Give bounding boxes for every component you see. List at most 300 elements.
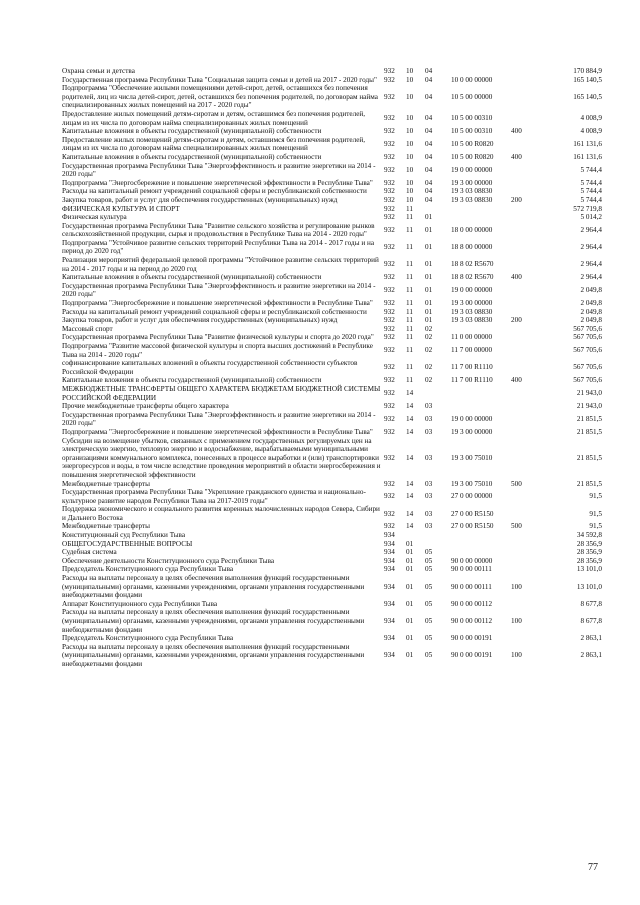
table-row [62,437,602,480]
section-code: 11 [406,299,413,308]
ministry-code: 934 [384,582,395,591]
row-description: Конституционный суд Республики Тыва [62,531,186,540]
ministry-code: 932 [384,376,395,385]
amount: 165 140,5 [573,75,602,84]
row-description: Предоставление жилых помещений детям-сиротам и детям, оставшимся без попечения родителей, лицам из их числа по договорам найма специализированных жилых помещений [62,135,366,153]
subsection-code: 03 [425,522,433,531]
section-code: 11 [406,346,413,355]
table-row [62,557,602,566]
section-code: 11 [406,213,413,222]
subsection-code: 01 [425,260,433,269]
amount: 21 851,5 [576,427,602,436]
section-code: 11 [406,260,413,269]
subsection-code: 05 [425,634,433,643]
table-row [62,411,602,428]
table-row [62,359,602,376]
amount: 28 356,9 [576,539,602,548]
amount: 567 705,6 [573,324,602,333]
section-code: 11 [406,363,413,372]
row-description: Судебная система [62,548,117,557]
row-description: Государственная программа Республики Тыва "Энергоэффективность и развитие энергетики на 2014 - 2020 годы" [62,281,376,299]
ministry-code: 932 [384,165,395,174]
amount: 21 943,0 [576,389,602,398]
row-description: Предоставление жилых помещений детям-сиротам и детям, оставшимся без попечения родителей, лицам из их числа по договорам найма специализированных жилых помещений [62,109,366,127]
table-row [62,179,602,188]
section-code: 11 [406,316,413,325]
subsection-code: 03 [425,415,433,424]
table-row [62,540,602,549]
expense-type-code [511,540,541,549]
section-code: 01 [406,617,414,625]
subsection-code: 04 [425,165,433,174]
amount: 91,5 [589,509,602,518]
expense-type-code [511,325,541,334]
table-row [62,402,602,411]
section-code: 10 [406,178,414,187]
subsection-code [425,385,451,402]
row-description: Председатель Конституционного суда Республики Тыва [62,634,234,643]
ministry-code: 934 [384,548,395,557]
row-description: Государственная программа Республики Тыва "Укрепление гражданского единства и национально-культурное развитие народов Республики Тыва на 2017-2019 годы" [62,488,366,505]
amount: 161 131,6 [573,152,602,161]
subsection-code [425,205,451,214]
amount: 2 964,4 [580,273,602,282]
section-code: 01 [406,651,414,660]
section-code: 14 [406,389,414,398]
ministry-code: 932 [384,307,395,316]
row-description: Подпрограмма "Обеспечение жилыми помещениями детей-сирот, детей, оставшихся без попечения родителей, лиц из числа детей-сирот, детей, оставшихся без попечения родителей, по договорам найма специализированных жилых помещений на 2017 - 2020 годы" [62,84,378,110]
expense-type-code [511,282,541,299]
section-code: 10 [406,114,414,123]
ministry-code: 932 [384,187,395,196]
expense-type-code [511,213,541,222]
row-description: Аппарат Конституционного суда Республики Тыва [62,599,218,608]
row-description: Государственная программа Республики Тыва "Развитие сельского хозяйства и регулирование рынков сельскохозяйственной продукции, сырья и продовольствия в Республике Тыва на 2014 - 2020 годы" [62,221,375,239]
row-description: Капитальные вложения в объекты государственной (муниципальной) собственности [62,127,322,136]
subsection-code: 05 [425,651,433,660]
expense-type-code [511,428,541,437]
section-code: 10 [406,187,414,196]
expense-type-code [511,505,541,522]
amount: 2 964,4 [580,225,602,234]
expense-type-code [511,385,541,402]
row-description: Расходы на выплаты персоналу в целях обеспечения выполнения функций государственными (муниципальными) органами, казенными учреждениями, органами управления государственными внебюджетными фондами [62,642,365,668]
section-code: 11 [406,273,413,282]
expense-type-code: 400 [511,273,522,282]
section-code: 14 [406,402,414,411]
section-code: 01 [406,556,414,565]
amount: 567 705,6 [573,346,602,355]
target-article-code: 19 3 00 00000 [451,299,493,308]
row-description: Государственная программа Республики Тыва "Энергоэффективность и развитие энергетики на 2014 - 2020 годы" [62,161,376,179]
section-code: 14 [406,509,414,518]
expense-type-code [511,187,541,196]
section-code: 11 [406,307,413,316]
amount: 5 744,4 [580,195,602,204]
row-description: софинансирование капитальных вложений в объекты государственной собственности субъектов Российской Федерации [62,359,358,376]
target-article-code: 90 0 00 00111 [451,582,492,591]
target-article-code: 19 3 00 00000 [451,427,493,436]
target-article-code: 10 5 00 R0820 [451,140,494,149]
target-article-code: 18 8 00 00000 [451,243,493,252]
row-description: Капитальные вложения в объекты государственной (муниципальной) собственности [62,273,322,282]
subsection-code: 04 [425,152,433,161]
target-article-code: 90 0 00 00191 [451,634,493,643]
row-description: Подпрограмма "Энергосбережение и повышение энергетической эффективности в Республике Тыва" [62,427,373,436]
subsection-code: 01 [425,243,433,252]
row-description: Межбюджетные трансферты [62,522,150,531]
target-article-code: 90 0 00 00000 [451,556,493,565]
target-article-code: 11 0 00 00000 [451,333,493,342]
target-article-code: 11 7 00 00000 [451,346,493,355]
table-row [62,239,602,256]
subsection-code: 04 [425,75,433,84]
target-article-code: 10 5 00 00000 [451,92,493,101]
amount: 572 719,8 [573,204,602,213]
amount: 5 744,4 [580,165,602,174]
ministry-code: 932 [384,225,395,234]
budget-table [62,67,602,669]
subsection-code: 03 [425,479,433,488]
row-description: Субсидии на возмещение убытков, связанных с применением государственных регулируемых цен на электрическую энергию, тепловую энергию и водоснабжение, вырабатываемыми муниципальными организациями коммунального комплекса, понесенных в процессе выработки и (или) транспортировки энергоресурсов и воды, в том числе вследствие проведения мероприятий в области энергосбережения и повышения энергетической эффективности [62,436,381,479]
row-description: Охрана семьи и детства [62,67,135,75]
ministry-code: 932 [384,204,395,213]
row-description: Подпрограмма "Энергосбережение и повышение энергетической эффективности в Республике Тыва" [62,299,373,308]
row-description: Физическая культура [62,213,127,222]
ministry-code: 932 [384,92,395,101]
row-description: Подпрограмма "Развитие массовой физической культуры и спорта высших достижений в Республике Тыва на 2014 - 2020 годы" [62,342,373,359]
ministry-code: 932 [384,260,395,269]
table-row [62,643,602,669]
table-row [62,222,602,239]
expense-type-code [511,333,541,342]
amount: 28 356,9 [576,548,602,557]
budget-table-body [62,67,602,669]
ministry-code: 934 [384,531,395,540]
table-row [62,110,602,127]
row-description: Закупка товаров, работ и услуг для обеспечения государственных (муниципальных) нужд [62,316,338,325]
subsection-code: 01 [425,307,433,316]
subsection-code: 02 [425,324,433,333]
table-row [62,187,602,196]
subsection-code: 05 [425,582,433,591]
subsection-code: 04 [425,195,433,204]
amount: 161 131,6 [573,140,602,149]
row-description: Расходы на капитальный ремонт учреждений социальной сферы и республиканской собственности [62,307,367,316]
table-row [62,522,602,531]
amount: 8 677,8 [580,617,602,625]
target-article-code: 11 7 00 R1110 [451,363,493,372]
ministry-code: 932 [384,324,395,333]
row-description: Государственная программа Республики Тыва "Развитие физической культуры и спорта до 2020 года" [62,333,374,342]
section-code: 11 [406,225,413,234]
table-row [62,205,602,214]
target-article-code [451,385,511,402]
expense-type-code [511,205,541,214]
expense-type-code [511,110,541,127]
expense-type-code [511,437,541,480]
amount: 2 863,1 [580,634,602,643]
table-row [62,480,602,489]
target-article-code: 19 0 00 00000 [451,165,493,174]
amount: 5 014,2 [580,213,602,222]
section-code: 10 [406,67,414,75]
ministry-code: 932 [384,316,395,325]
ministry-code: 932 [384,363,395,372]
row-description: Прочие межбюджетные трансферты общего характера [62,402,229,411]
expense-type-code [511,67,541,76]
ministry-code: 932 [384,286,395,295]
amount: 2 964,4 [580,243,602,252]
expense-type-code: 100 [511,651,522,660]
table-row [62,428,602,437]
amount: 8 677,8 [580,599,602,608]
expense-type-code: 100 [511,582,522,591]
target-article-code: 19 3 00 75010 [451,453,493,462]
amount: 2 049,8 [580,307,602,316]
subsection-code [425,540,451,549]
table-row [62,634,602,643]
target-article-code [451,67,511,76]
amount: 170 884,9 [573,67,602,75]
row-description: Обеспечение деятельности Конституционного суда Республики Тыва [62,556,275,565]
amount: 21 943,0 [576,402,602,411]
target-article-code: 18 8 02 R5670 [451,260,494,269]
target-article-code [451,531,511,540]
expense-type-code: 400 [511,376,522,385]
row-description: Закупка товаров, работ и услуг для обеспечения государственных (муниципальных) нужд [62,195,338,204]
expense-type-code [511,162,541,179]
row-description: ФИЗИЧЕСКАЯ КУЛЬТУРА И СПОРТ [62,204,180,213]
row-description: Капитальные вложения в объекты государственной (муниципальной) собственности [62,376,322,385]
expense-type-code [511,359,541,376]
subsection-code: 02 [425,363,433,372]
subsection-code: 02 [425,333,433,342]
ministry-code: 932 [384,346,395,355]
target-article-code [451,548,511,557]
amount: 2 863,1 [580,651,602,660]
target-article-code [451,205,511,214]
section-code: 10 [406,195,414,204]
expense-type-code [511,256,541,273]
ministry-code: 934 [384,617,395,625]
amount: 567 705,6 [573,333,602,342]
subsection-code: 03 [425,427,433,436]
ministry-code: 932 [384,453,395,462]
section-code: 10 [406,92,414,101]
subsection-code: 01 [425,299,433,308]
section-code: 11 [406,204,413,213]
table-row [62,531,602,540]
amount: 91,5 [589,522,602,531]
expense-type-code [511,557,541,566]
section-code: 10 [406,127,414,136]
ministry-code: 932 [384,75,395,84]
row-description: Подпрограмма "Энергосбережение и повышение энергетической эффективности в Республике Тыва" [62,178,373,187]
expense-type-code: 200 [511,316,522,325]
target-article-code [451,402,511,411]
section-code: 01 [406,599,414,608]
amount: 2 049,8 [580,286,602,295]
ministry-code: 934 [384,556,395,565]
table-row [62,84,602,110]
amount: 2 049,8 [580,299,602,308]
target-article-code: 19 3 03 08830 [451,195,493,204]
subsection-code: 05 [425,548,433,557]
amount: 13 101,0 [576,565,602,574]
target-article-code: 19 0 00 00000 [451,415,493,424]
row-description: Капитальные вложения в объекты государственной (муниципальной) собственности [62,152,322,161]
ministry-code: 932 [384,402,395,411]
table-row [62,505,602,522]
table-row [62,282,602,299]
ministry-code: 932 [384,243,395,252]
ministry-code: 932 [384,492,395,501]
ministry-code: 932 [384,415,395,424]
table-row [62,162,602,179]
subsection-code: 03 [425,402,433,411]
target-article-code: 19 3 00 00000 [451,178,493,187]
table-row [62,608,602,634]
subsection-code: 01 [425,213,433,222]
table-row [62,488,602,505]
amount: 165 140,5 [573,92,602,101]
page-number: 77 [588,862,598,873]
ministry-code: 932 [384,152,395,161]
subsection-code: 04 [425,187,433,196]
subsection-code: 03 [425,492,433,501]
section-code: 01 [406,548,414,557]
subsection-code: 01 [425,286,433,295]
section-code: 11 [406,376,413,385]
target-article-code: 10 5 00 R0820 [451,152,494,161]
row-description: Реализация мероприятий федеральной целевой программы "Устойчивое развитие сельских территорий на 2014 - 2017 годы и на период до 2020 год [62,256,379,273]
row-description: Подпрограмма "Устойчивое развитие сельских территорий Республики Тыва на 2014 - 2017 годы и на период до 2020 год" [62,238,375,256]
expense-type-code [511,634,541,643]
ministry-code: 932 [384,522,395,531]
ministry-code: 934 [384,565,395,574]
target-article-code: 11 7 00 R1110 [451,376,493,385]
target-article-code: 19 3 03 08830 [451,187,493,196]
amount: 91,5 [589,492,602,501]
target-article-code [451,540,511,549]
amount: 13 101,0 [576,582,602,591]
expense-type-code [511,76,541,85]
target-article-code: 90 0 00 00112 [451,617,493,625]
table-row [62,299,602,308]
target-article-code: 27 0 00 R5150 [451,522,494,531]
row-description: Поддержка экономического и социального развития коренных малочисленных народов Севера, Сибири и Дальнего Востока [62,505,380,522]
expense-type-code: 200 [511,195,522,204]
section-code: 14 [406,522,414,531]
expense-type-code [511,222,541,239]
expense-type-code [511,308,541,317]
table-row [62,213,602,222]
row-description: МЕЖБЮДЖЕТНЫЕ ТРАНСФЕРТЫ ОБЩЕГО ХАРАКТЕРА БЮДЖЕТАМ БЮДЖЕТНОЙ СИСТЕМЫ РОССИЙСКОЙ ФЕДЕРАЦИИ [62,384,381,402]
amount: 34 592,8 [576,531,602,540]
expense-type-code [511,136,541,153]
subsection-code: 04 [425,178,433,187]
expense-type-code [511,531,541,540]
section-code: 11 [406,243,413,252]
table-row [62,308,602,317]
expense-type-code [511,565,541,574]
amount: 5 744,4 [580,187,602,196]
amount: 2 964,4 [580,260,602,269]
table-row [62,325,602,334]
expense-type-code [511,179,541,188]
ministry-code: 932 [384,427,395,436]
table-row [62,256,602,273]
section-code: 11 [406,333,413,342]
expense-type-code [511,299,541,308]
expense-type-code [511,600,541,609]
table-row [62,385,602,402]
subsection-code: 04 [425,67,433,75]
ministry-code: 934 [384,634,395,643]
subsection-code: 01 [425,273,433,282]
subsection-code [425,531,451,540]
row-description: Государственная программа Республики Тыва "Социальная защита семьи и детей на 2017 - 2020 годы" [62,75,377,84]
section-code: 14 [406,415,414,424]
section-code: 14 [406,479,414,488]
ministry-code: 932 [384,67,395,75]
ministry-code: 932 [384,178,395,187]
subsection-code: 04 [425,140,433,149]
subsection-code: 05 [425,565,433,574]
subsection-code: 01 [425,316,433,325]
target-article-code: 10 5 00 00310 [451,114,493,123]
table-row [62,574,602,600]
section-code: 14 [406,427,414,436]
row-description: Председатель Конституционного суда Республики Тыва [62,565,234,574]
table-row [62,136,602,153]
target-article-code: 18 0 00 00000 [451,225,493,234]
target-article-code: 27 0 00 00000 [451,492,493,501]
subsection-code: 05 [425,556,433,565]
target-article-code: 10 5 00 00310 [451,127,493,136]
ministry-code: 934 [384,651,395,660]
target-article-code [451,213,511,222]
target-article-code: 10 0 00 00000 [451,75,493,84]
target-article-code: 19 3 03 08830 [451,307,493,316]
ministry-code: 932 [384,333,395,342]
section-code: 01 [406,565,414,574]
amount: 28 356,9 [576,556,602,565]
table-row [62,548,602,557]
ministry-code: 932 [384,479,395,488]
expense-type-code [511,239,541,256]
target-article-code: 19 0 00 00000 [451,286,493,295]
section-code: 10 [406,75,414,84]
table-row [62,333,602,342]
table-row [62,316,602,325]
target-article-code: 19 3 03 08830 [451,316,493,325]
subsection-code: 05 [425,599,433,608]
expense-type-code [511,84,541,110]
table-row [62,196,602,205]
table-row [62,376,602,385]
ministry-code: 932 [384,389,395,398]
row-description: Массовый спорт [62,324,113,333]
table-row [62,273,602,282]
table-row [62,76,602,85]
expense-type-code: 100 [511,617,522,625]
section-code: 01 [406,582,414,591]
expense-type-code: 400 [511,127,522,136]
target-article-code: 19 3 00 75010 [451,479,493,488]
amount: 567 705,6 [573,363,602,372]
